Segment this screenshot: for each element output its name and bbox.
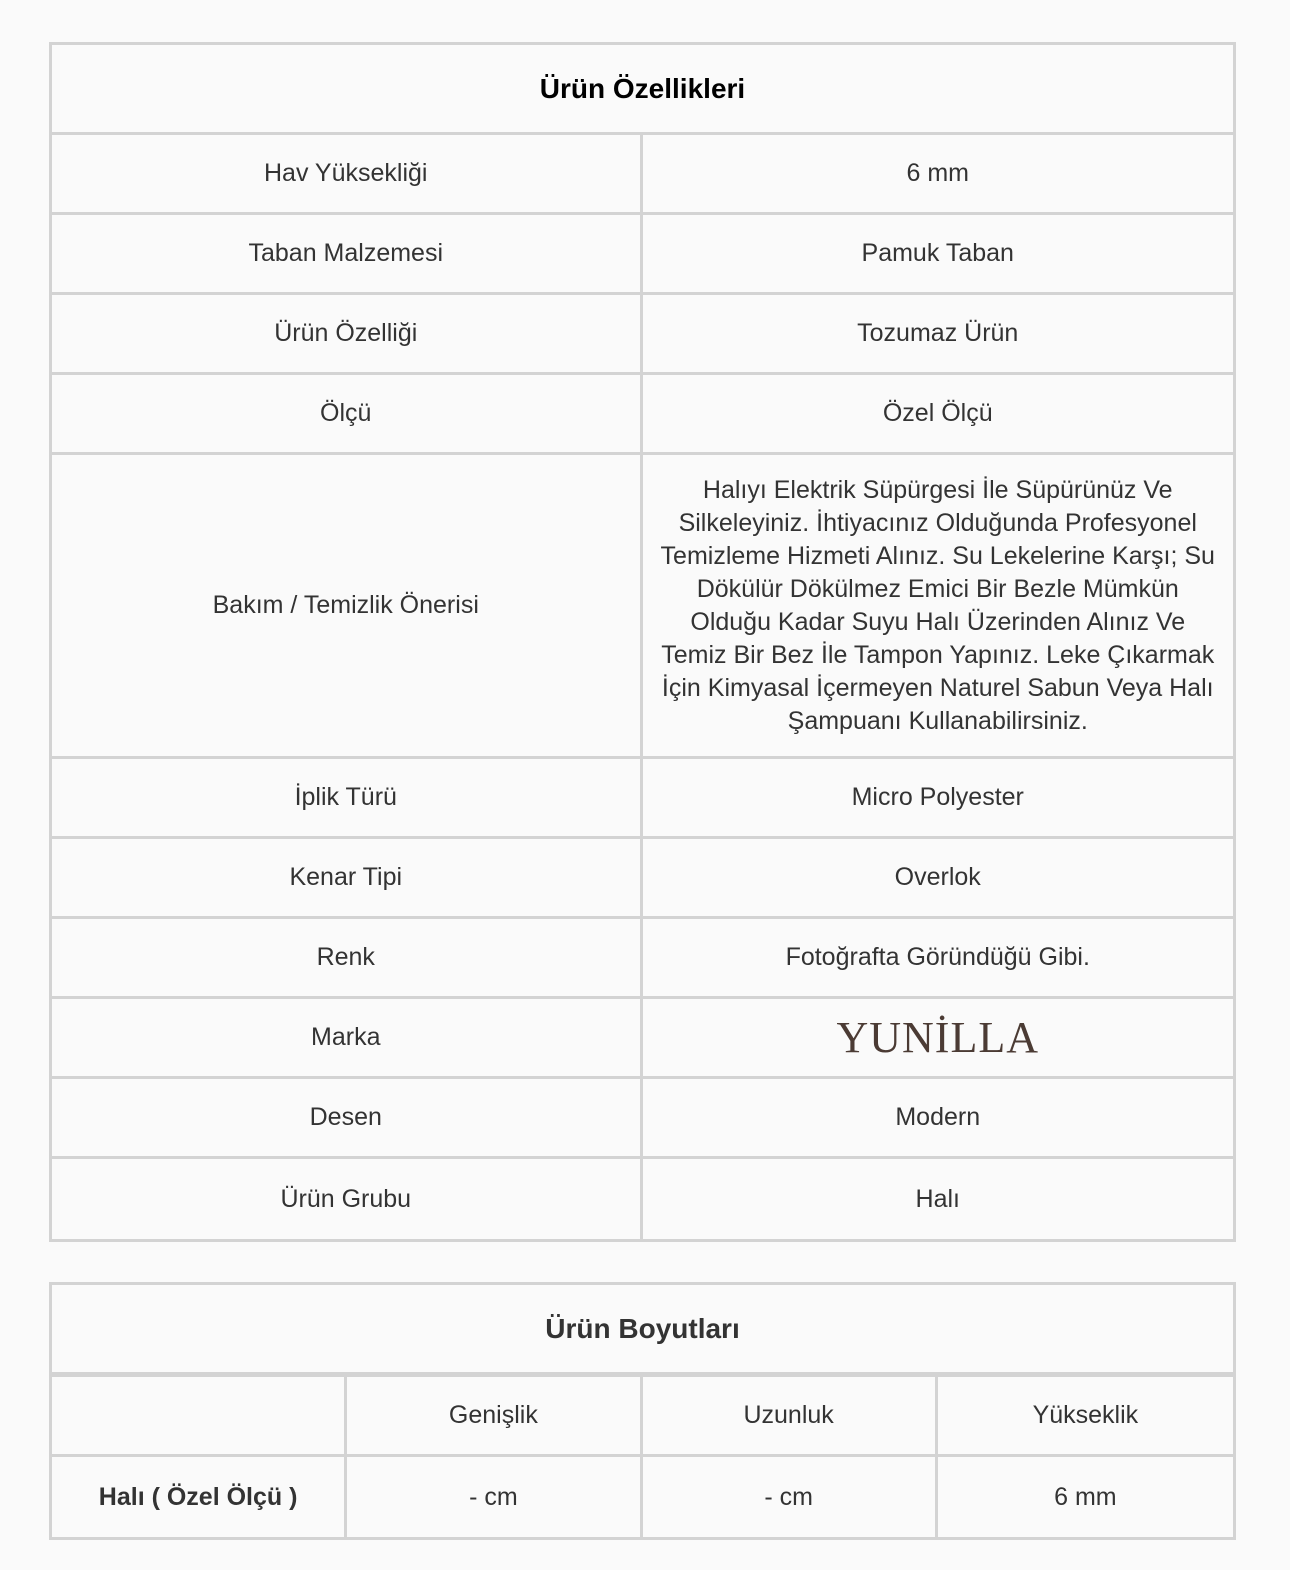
spec-label: Bakım / Temizlik Önerisi — [52, 455, 643, 756]
dimensions-length-value: - cm — [643, 1457, 938, 1537]
spec-value: Tozumaz Ürün — [857, 319, 1019, 347]
spec-row-edge-type — [52, 839, 1233, 919]
spec-row-base-material — [52, 215, 1233, 295]
spec-value: 6 mm — [906, 159, 969, 187]
dimensions-width-value: - cm — [347, 1457, 642, 1537]
dimensions-header-width: Genişlik — [347, 1377, 642, 1454]
dimensions-header-length: Uzunluk — [643, 1377, 938, 1454]
spec-row-brand — [52, 999, 1233, 1079]
dimensions-header-row — [52, 1377, 1233, 1457]
brand-logo: YUNİLLA — [836, 1013, 1039, 1062]
dimensions-row-label: Halı ( Özel Ölçü ) — [52, 1457, 347, 1537]
spec-row-size — [52, 375, 1233, 455]
spec-label: Kenar Tipi — [52, 839, 643, 916]
specs-table-title: Ürün Özellikleri — [52, 45, 1233, 135]
spec-value: Özel Ölçü — [882, 399, 993, 427]
spec-label: İplik Türü — [52, 759, 643, 836]
dimensions-table-title: Ürün Boyutları — [52, 1285, 1233, 1377]
spec-value: Fotoğrafta Göründüğü Gibi. — [785, 943, 1090, 971]
spec-label: Ölçü — [52, 375, 643, 452]
spec-value: Modern — [895, 1103, 981, 1131]
spec-row-pattern — [52, 1079, 1233, 1159]
spec-label: Renk — [52, 919, 643, 996]
spec-value: Halı — [915, 1184, 960, 1213]
spec-value: Overlok — [894, 863, 981, 891]
dimensions-header-empty — [52, 1377, 347, 1454]
spec-row-color — [52, 919, 1233, 999]
spec-label: Ürün Özelliği — [52, 295, 643, 372]
spec-row-pile-height — [52, 135, 1233, 215]
product-specs-table — [49, 42, 1236, 1242]
spec-row-care-instructions — [52, 455, 1233, 759]
spec-label: Hav Yüksekliği — [52, 135, 643, 212]
spec-value — [643, 999, 1234, 1076]
product-dimensions-table — [49, 1282, 1236, 1540]
spec-value: Halıyı Elektrik Süpürgesi İle Süpürünüz Ve Silkeleyiniz. İhtiyacınız Olduğunda Profesyonel Temizleme Hizmeti Alınız. Su Lekelerine Karşı; Su Dökülür Dökülmez Emici Bir Bezle Mümkün Olduğu Kadar Suyu Halı Üzerinden Alınız Ve Temiz Bir Bez İle Tampon Yapınız. Leke Çıkarmak İçin Kimyasal İçermeyen Naturel Sabun Veya Halı Şampuanı Kullanabilirsiniz. — [660, 475, 1215, 735]
spec-row-product-group — [52, 1159, 1233, 1239]
dimensions-height-value: 6 mm — [1054, 1482, 1117, 1511]
dimensions-data-row — [52, 1457, 1233, 1537]
spec-label: Ürün Grubu — [52, 1159, 643, 1239]
spec-label: Taban Malzemesi — [52, 215, 643, 292]
spec-row-product-feature — [52, 295, 1233, 375]
spec-value: Micro Polyester — [851, 783, 1024, 811]
spec-label: Marka — [52, 999, 643, 1076]
spec-label: Desen — [52, 1079, 643, 1156]
spec-value: Pamuk Taban — [861, 239, 1014, 267]
dimensions-header-height: Yükseklik — [1032, 1401, 1139, 1429]
spec-row-yarn-type — [52, 759, 1233, 839]
